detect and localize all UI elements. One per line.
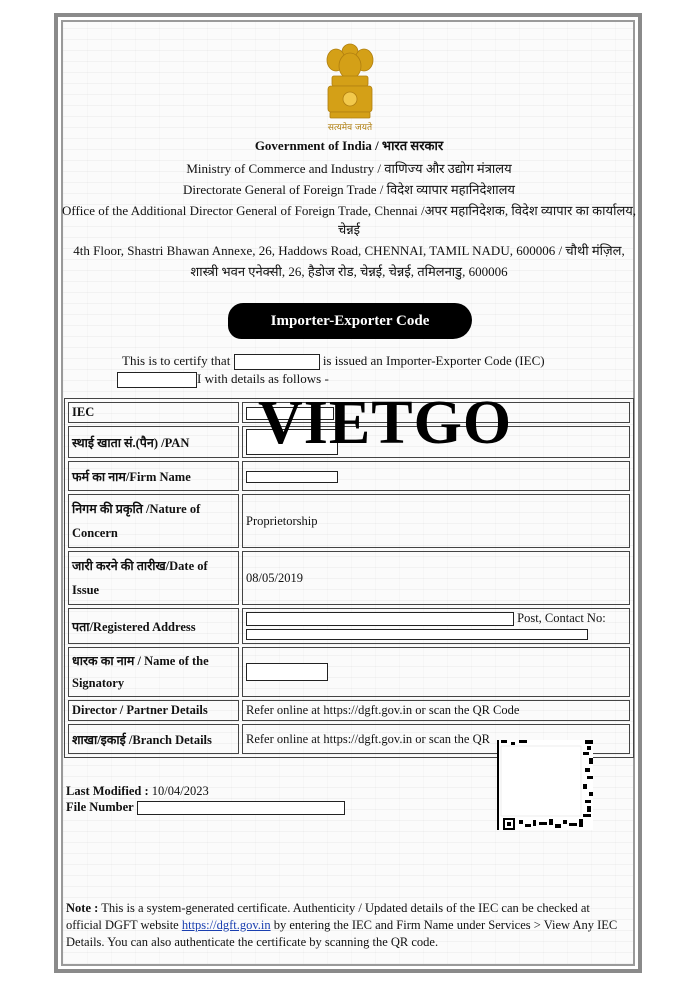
row-label-nature: निगम की प्रकृति /Nature of Concern xyxy=(68,494,239,548)
redacted-file-number xyxy=(137,801,345,815)
redacted-value xyxy=(246,629,588,640)
file-number xyxy=(66,799,345,815)
certify-line-1 xyxy=(122,352,545,370)
last-modified xyxy=(66,783,209,799)
row-label-director: Director / Partner Details xyxy=(68,700,239,721)
address-line: 4th Floor, Shastri Bhawan Annexe, 26, Haddows Road, CHENNAI, TAMIL NADU, 600006 / चौथी मंज़िल, xyxy=(73,243,625,258)
table-row xyxy=(68,700,630,721)
row-value-firm-name xyxy=(242,461,630,491)
row-label-iec: IEC xyxy=(68,402,239,423)
row-label-firm-name: फर्म का नाम/Firm Name xyxy=(68,461,239,491)
note-label: Note : xyxy=(66,901,99,915)
certify-line-2 xyxy=(117,370,329,388)
redacted-value xyxy=(246,612,514,626)
table-row xyxy=(68,647,630,697)
dgft-website-link[interactable]: https://dgft.gov.in xyxy=(181,918,271,932)
table-row xyxy=(68,608,630,644)
office-line: Office of the Additional Director General of Foreign Trade, Chennai /अपर महानिदेशक, विदेश व्यापार का कार्यालय, xyxy=(62,203,637,218)
office-line-2: चेन्नई xyxy=(337,222,361,237)
row-value-director: Refer online at https://dgft.gov.in or scan the QR Code xyxy=(242,700,630,721)
vietgo-watermark: VIETGO xyxy=(258,389,513,457)
row-value-signatory xyxy=(242,647,630,697)
row-label-pan: स्थाई खाता सं.(पैन) /PAN xyxy=(68,426,239,458)
row-value-nature: Proprietorship xyxy=(242,494,630,548)
table-row xyxy=(68,494,630,548)
row-value-branch: Refer online at https://dgft.gov.in or scan the QR xyxy=(242,724,630,754)
note-text-2: by entering the IEC and Firm Name under Services > View Any IEC Details. You can also authenticate the certificate by scanning the QR code. xyxy=(66,918,618,949)
redacted-value xyxy=(246,663,328,681)
last-modified-value: 10/04/2023 xyxy=(151,784,209,798)
certify-middle: is issued an Importer-Exporter Code (IEC) xyxy=(322,353,545,368)
document-title: Importer-Exporter Code xyxy=(228,303,472,339)
row-value-address xyxy=(242,608,630,644)
file-number-label: File Number xyxy=(66,800,134,814)
table-row xyxy=(68,461,630,491)
certify-suffix: I with details as follows - xyxy=(197,371,329,386)
emblem-motto: सत्यमेव जयते xyxy=(327,123,373,133)
redacted-value xyxy=(246,471,338,483)
row-label-branch: शाखा/इकाई /Branch Details xyxy=(68,724,239,754)
row-value-date-of-issue: 08/05/2019 xyxy=(242,551,630,605)
qr-code-icon[interactable] xyxy=(497,740,593,830)
row-label-signatory: धारक का नाम / Name of the Signatory xyxy=(68,647,239,697)
dgft-line: Directorate General of Foreign Trade / विदेश व्यापार महानिदेशालय xyxy=(183,182,515,197)
ministry-line: Ministry of Commerce and Industry / वाणिज्य और उद्योग मंत्रालय xyxy=(186,161,512,176)
row-label-date-of-issue: जारी करने की तारीख/Date of Issue xyxy=(68,551,239,605)
redacted-firm-name xyxy=(234,354,320,370)
govt-line: Government of India / भारत सरकार xyxy=(254,138,444,153)
last-modified-label: Last Modified : xyxy=(66,784,149,798)
national-emblem-icon xyxy=(318,42,382,134)
note-paragraph xyxy=(66,900,618,951)
row-label-address: पता/Registered Address xyxy=(68,608,239,644)
table-row xyxy=(68,551,630,605)
address-line-2: शास्त्री भवन एनेक्सी, 26, हैडोज रोड, चेन्नई, चेन्नई, तमिलनाडु, 600006 xyxy=(190,264,508,279)
certify-prefix: This is to certify that xyxy=(122,353,231,368)
note-text-1: This is a system-generated certificate. Authenticity / Updated details of the IEC can be checked at official DGFT website xyxy=(66,901,590,932)
redacted-iec-number xyxy=(117,372,197,388)
address-suffix: Post, Contact No: xyxy=(517,611,606,625)
